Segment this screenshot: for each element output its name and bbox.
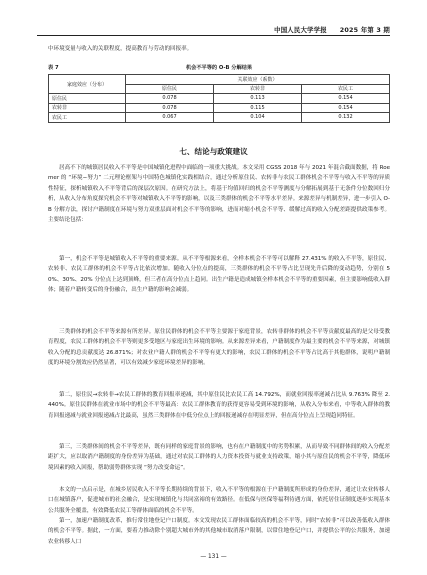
body-paragraph: 第一，机会不平等是城镇收入不平等的重要来源。从不平等根源来看，全样本机会不平等可以解释 27.431% 的收入不平等，原住民、农转非、农民工群体的机会不平等占比依次增加。随收入分位点的提高，三类群体的机会不平等占比呈现先升后降的变动趋势，分别在 50%、30%、20% 分位点上达到顶峰，但三者在高分位点上趋同。出生户籍是造成城镇全样本机会不平等的重要因素，但主要影响低收入群体；随着户籍转变后的身份融合，出生户籍的影响会减弱。 bbox=[48, 256, 390, 294]
body-paragraph: 本文的一点启示是，在城乡居民收入不平等长期持续的背景下，收入不平等的根源在于户籍制度所形成的身份差异，通过让农业转移人口在城镇落户，促进城市的社会融合，是实现城镇化与共同富裕的有效路径。在低保与医保等福利待遇方面，依托居住证制度逐步实现基本公共服务全覆盖，有效降低农民工等群体面临的机会不平等。 bbox=[48, 487, 390, 514]
table-row-header: 家庭效应（分布） bbox=[49, 75, 126, 94]
table-row-label: 农民工 bbox=[49, 113, 126, 123]
table-cell: 0.078 bbox=[126, 94, 214, 104]
body-paragraph: 第二，原住民→农转非→农民工群体的教育回报率递减，其中原住民比农民工高 14.792%，而就业回报率递减占比从 9.763% 降至 2.440%。原住民群体在就业市场中的机会不平等最高：农民工群体教育的获得更容易受到环境的影响，从收入分布来看，中等收入群体的教育回报递减与就业回报递减占比最高，虽然三类群体在中低分位点上的回报递减存在明显差异，但在高分位点上呈现趋同特征。 bbox=[48, 392, 390, 419]
journal-header bbox=[274, 25, 390, 34]
table-cell: 0.154 bbox=[302, 103, 390, 113]
table-number: 表 7 bbox=[48, 65, 59, 71]
table-row bbox=[49, 94, 390, 104]
table-cell: 0.113 bbox=[214, 94, 302, 104]
header-rule bbox=[37, 35, 390, 36]
journal-name: 中国人民大学学报 bbox=[274, 26, 327, 34]
body-paragraph: 三类群体的机会不平等来源有所差异。原住民群体的机会不平等主要源于家庭背景，农转非群体的机会不平等贡献度最高的是父母受教育程度，农民工群体的机会不平等则更多受地区与家庭出生环境的影响。从来源差异来看，户籍制度作为最主要的机会不平等来源，对城镇收入分配的总贡献度达 26.871%；对农业户籍人群的机会不平等有更大的影响，农民工群体的机会不平等占比高于其他群体，说明户籍制度的环境分割效应仍然显著，可以有效减少家庭环境差异的影响。 bbox=[48, 329, 390, 367]
table-row bbox=[49, 103, 390, 113]
table-cell: 0.067 bbox=[126, 113, 214, 123]
body-paragraph: 第三，三类群体间的机会不平等差异，既有同样的家庭背景的影响，也有在户籍制度中的劣势积累，从而导致不同群体间的收入分配差距扩大，应以取消户籍制度的身份差异为基础，通过对农民工群体的人力资本投资与就业支持政策，缩小其与原住民的机会不平等，降低环境因素的收入回报，帮助弱势群体实现 “努力改变命运”。 bbox=[48, 444, 390, 471]
section-title: 七、结论与政策建议 bbox=[179, 147, 248, 156]
table-column-header: 原住民 bbox=[126, 84, 214, 94]
table-header-row bbox=[49, 75, 390, 85]
body-paragraph: 第一，加速户籍制度改革，推行常住地登记户口制度。本文发现农民工群体面临较高的机会不平等，同时“农转非”可以改善低收入群体的机会不平等。据此，一方面，要着力推动除个别超大城市外的其他城市取消落户限制，以常住地登记户口，并提供公平的公共服务，加速农业转移人口 bbox=[48, 518, 390, 545]
table-cell: 0.132 bbox=[302, 113, 390, 123]
table-row-label: 原住民 bbox=[49, 94, 126, 104]
table-row bbox=[49, 113, 390, 123]
table-cell: 0.115 bbox=[214, 103, 302, 113]
table-cell: 0.154 bbox=[302, 94, 390, 104]
intro-text: 中环境变量与收入的关联程度，提高教育与劳动的回报率。 bbox=[48, 46, 193, 52]
page-number: — 131 — bbox=[200, 554, 227, 560]
journal-issue: 2025 年第 3 期 bbox=[339, 26, 390, 34]
results-table bbox=[48, 74, 390, 123]
table-group-header: 关联效应（系数） bbox=[126, 75, 390, 85]
table-cell: 0.078 bbox=[126, 103, 214, 113]
table-cell: 0.104 bbox=[214, 113, 302, 123]
body-paragraph: 居高不下的城镇居民收入不平等是中国城镇化进程中面临的一项重大挑战。本文采用 CGSS 2018 年与 2021 年混合截面数据，将 Roemer 的 “环境−努力” 二元理论框架与中国特色城镇化实践相结合，通过分析原住民、农转非与农民工群体机会不平等与收入不平等的异质性特征，探析城镇收入不平等背后的深层次原因。在研究方法上，将基于均值回归的机会不平等测度与分解拓展到基于无条件分位数回归分析，从收入分布角度探究机会不平等对城镇收入不平等的影响，以及三类群体的机会不平等水平差异。来源差异与机制差异，进一步引入 O-B 分解方法，探讨户籍制度在环境与努力双重层面对机会不平等的影响，进而对缩小机会不平等、缓解过高的收入分配差距提供政策参考。主要结论包括： bbox=[48, 165, 390, 224]
table-column-header: 农民工 bbox=[302, 84, 390, 94]
table-title: 机会不平等的 O-B 分解结果 bbox=[185, 65, 253, 71]
table-column-header: 农转非 bbox=[214, 84, 302, 94]
table-row-label: 农转非 bbox=[49, 103, 126, 113]
